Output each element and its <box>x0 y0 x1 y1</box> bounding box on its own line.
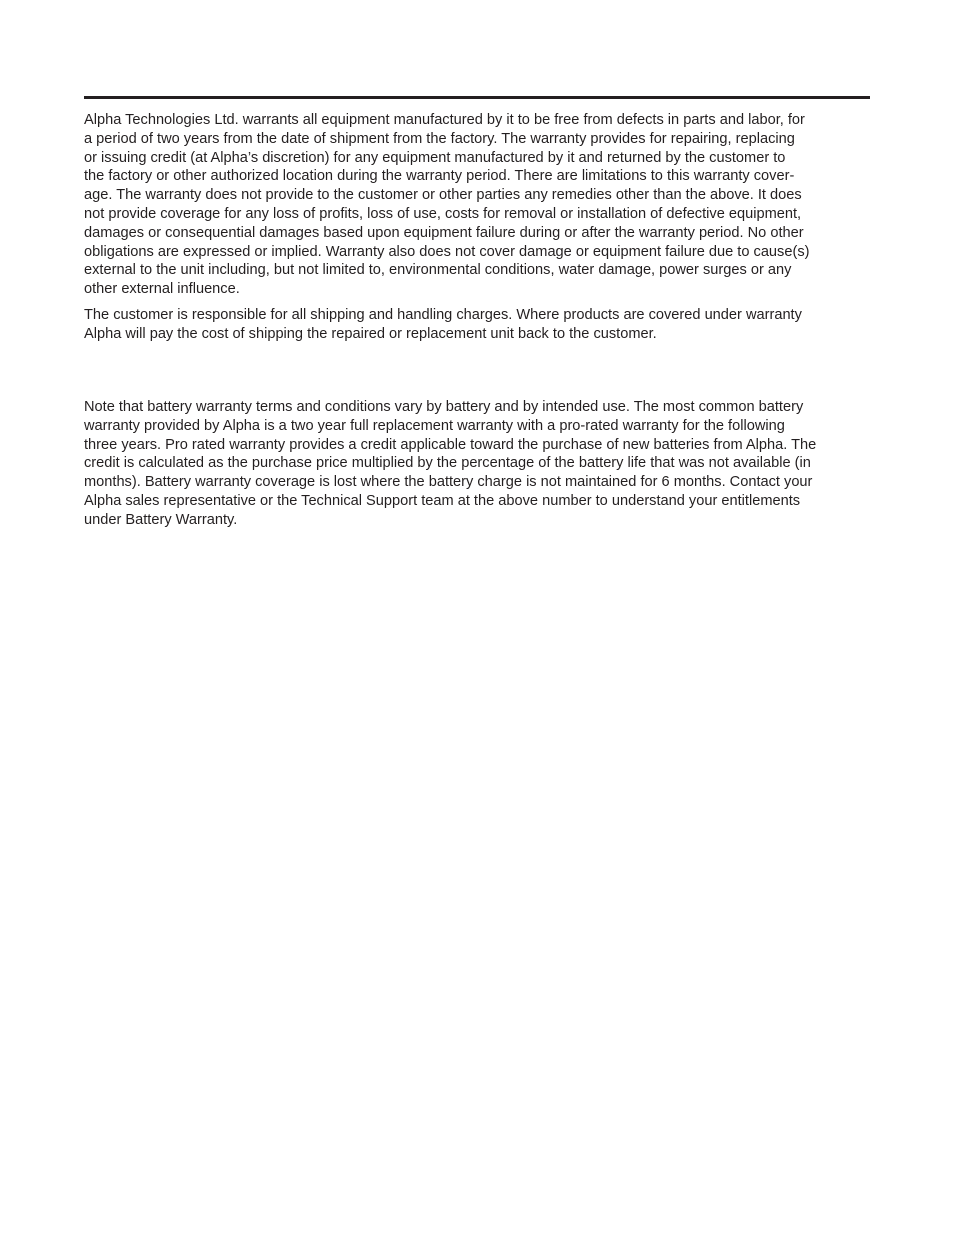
text-line: not provide coverage for any loss of profits, loss of use, costs for removal or installation of defective equipment, <box>84 205 802 222</box>
text-line: external to the unit including, but not limited to, environmental conditions, water damage, power surges or any <box>84 262 792 279</box>
text-line: damages or consequential damages based upon equipment failure during or after the warranty period. No other <box>84 224 804 241</box>
text-line: The customer is responsible for all shipping and handling charges. Where products are covered under warranty <box>84 307 802 323</box>
text-line: Alpha will pay the cost of shipping the repaired or replacement unit back to the customer. <box>84 325 657 342</box>
text-line: age. The warranty does not provide to the customer or other parties any remedies other than the above. It does <box>84 187 802 204</box>
warranty-terms-paragraph <box>84 111 874 299</box>
text-line: three years. Pro rated warranty provides a credit applicable toward the purchase of new batteries from Alpha. The <box>84 436 817 453</box>
text-line: or issuing credit (at Alpha’s discretion) for any equipment manufactured by it and returned by the customer to <box>84 149 786 166</box>
text-line: months). Battery warranty coverage is lost where the battery charge is not maintained for 6 months. Contact your <box>84 474 813 491</box>
text-line: other external influence. <box>84 281 240 298</box>
text-line: a period of two years from the date of shipment from the factory. The warranty provides for repairing, replacing <box>84 130 795 147</box>
section-rule <box>84 96 870 99</box>
text-line: Alpha Technologies Ltd. warrants all equipment manufactured by it to be free from defects in parts and labor, for <box>84 112 805 128</box>
text-line: under Battery Warranty. <box>84 511 238 528</box>
battery-warranty-paragraph <box>84 398 874 530</box>
text-line: the factory or other authorized location during the warranty period. There are limitations to this warranty cover- <box>84 168 795 185</box>
text-line: obligations are expressed or implied. Warranty also does not cover damage or equipment failure due to cause(s) <box>84 243 810 260</box>
text-line: Alpha sales representative or the Technical Support team at the above number to understand your entitlements <box>84 492 801 509</box>
text-line: Note that battery warranty terms and conditions vary by battery and by intended use. The most common battery <box>84 399 804 415</box>
text-line: credit is calculated as the purchase price multiplied by the percentage of the battery life that was not available (in <box>84 455 811 472</box>
shipping-paragraph <box>84 306 874 344</box>
text-line: warranty provided by Alpha is a two year full replacement warranty with a pro-rated warranty for the following <box>84 417 785 434</box>
